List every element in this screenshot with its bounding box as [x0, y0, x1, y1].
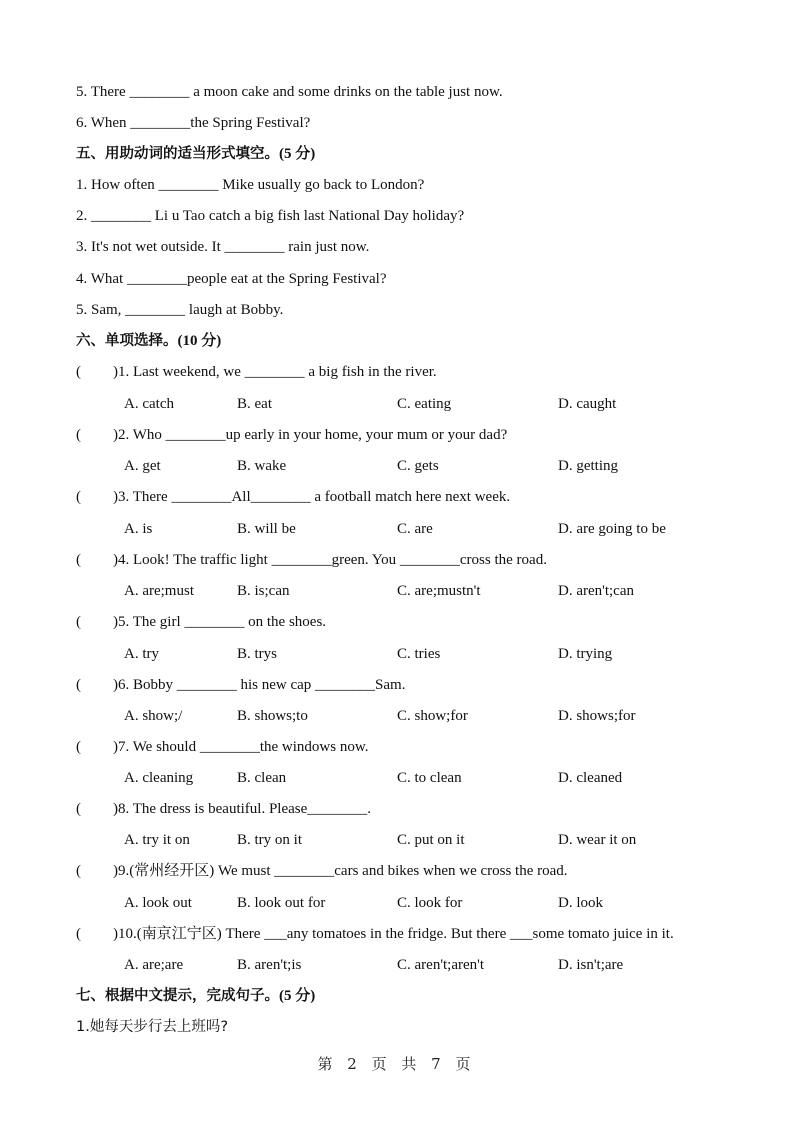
question-text: )8. The dress is beautiful. Please________.	[113, 801, 372, 817]
option-d: D. look	[558, 895, 603, 911]
section-points: (5 分)	[279, 146, 316, 162]
question-line: 1. How often ________ Mike usually go back to London?	[76, 177, 425, 193]
option-b: B. try on it	[237, 832, 303, 848]
question-text: )2. Who ________up early in your home, your mum or your dad?	[113, 427, 508, 443]
question-line: 5. Sam, ________ laugh at Bobby.	[76, 302, 284, 318]
option-c: C. show;for	[397, 708, 468, 724]
option-b: B. wake	[237, 458, 287, 474]
option-d: D. shows;for	[558, 708, 636, 724]
option-a: A. is	[124, 521, 153, 537]
question-text: )5. The girl ________ on the shoes.	[113, 614, 327, 630]
section-title: 六、单项选择。	[76, 333, 178, 349]
question-line: 4. What ________people eat at the Spring Festival?	[76, 271, 387, 287]
answer-bracket[interactable]: (	[76, 926, 81, 942]
answer-bracket[interactable]: (	[76, 489, 81, 505]
question-text: )9.(常州经开区) We must ________cars and bikes when we cross the road.	[113, 863, 568, 879]
section-heading	[76, 143, 315, 165]
option-a: A. cleaning	[124, 770, 194, 786]
section-title: 五、用助动词的适当形式填空。	[76, 146, 279, 162]
option-d: D. aren't;can	[558, 583, 634, 599]
answer-bracket[interactable]: (	[76, 427, 81, 443]
question-line: 2. ________ Li u Tao catch a big fish last National Day holiday?	[76, 208, 465, 224]
question-line: 1.她每天步行去上班吗?	[76, 1019, 229, 1035]
question-text: )1. Last weekend, we ________ a big fish in the river.	[113, 364, 437, 380]
question-text: )7. We should ________the windows now.	[113, 739, 369, 755]
option-c: C. look for	[397, 895, 463, 911]
option-b: B. trys	[237, 646, 278, 662]
option-c: C. tries	[397, 646, 441, 662]
section-heading	[76, 985, 315, 1007]
option-b: B. aren't;is	[237, 957, 302, 973]
option-c: C. aren't;aren't	[397, 957, 485, 973]
option-c: C. put on it	[397, 832, 465, 848]
page-number: 第 2 页 共 7 页	[317, 1055, 476, 1073]
option-c: C. gets	[397, 458, 439, 474]
option-a: A. catch	[124, 396, 174, 412]
answer-bracket[interactable]: (	[76, 863, 81, 879]
option-d: D. isn't;are	[558, 957, 624, 973]
option-b: B. eat	[237, 396, 272, 412]
option-a: A. try it on	[124, 832, 190, 848]
question-text: )6. Bobby ________ his new cap ________Sam.	[113, 677, 406, 693]
answer-bracket[interactable]: (	[76, 739, 81, 755]
question-text: )3. There ________All________ a football match here next week.	[113, 489, 511, 505]
question-line: 3. It's not wet outside. It ________ rain just now.	[76, 239, 370, 255]
option-a: A. are;must	[124, 583, 194, 599]
answer-bracket[interactable]: (	[76, 801, 81, 817]
option-d: D. are going to be	[558, 521, 666, 537]
option-b: B. look out for	[237, 895, 326, 911]
section-points: (10 分)	[177, 333, 222, 349]
option-a: A. get	[124, 458, 161, 474]
option-d: D. caught	[558, 396, 617, 412]
section-points: (5 分)	[279, 988, 316, 1004]
option-c: C. are;mustn't	[397, 583, 481, 599]
question-text: )4. Look! The traffic light ________green. You ________cross the road.	[113, 552, 547, 568]
question-line: 5. There ________ a moon cake and some drinks on the table just now.	[76, 84, 503, 100]
question-line: 6. When ________the Spring Festival?	[76, 115, 311, 131]
option-a: A. look out	[124, 895, 192, 911]
section-title: 七、根据中文提示，完成句子。	[76, 988, 279, 1004]
answer-bracket[interactable]: (	[76, 614, 81, 630]
option-c: C. eating	[397, 396, 452, 412]
option-a: A. try	[124, 646, 159, 662]
option-d: D. wear it on	[558, 832, 637, 848]
section-heading	[76, 330, 221, 352]
option-b: B. is;can	[237, 583, 290, 599]
option-b: B. will be	[237, 521, 296, 537]
question-text: )10.(南京江宁区) There ___any tomatoes in the fridge. But there ___some tomato juice in it.	[113, 926, 674, 942]
answer-bracket[interactable]: (	[76, 677, 81, 693]
option-b: B. shows;to	[237, 708, 308, 724]
option-a: A. are;are	[124, 957, 184, 973]
answer-bracket[interactable]: (	[76, 552, 81, 568]
option-a: A. show;/	[124, 708, 183, 724]
option-c: C. are	[397, 521, 433, 537]
option-d: D. cleaned	[558, 770, 623, 786]
option-b: B. clean	[237, 770, 287, 786]
option-d: D. getting	[558, 458, 618, 474]
answer-bracket[interactable]: (	[76, 364, 81, 380]
option-d: D. trying	[558, 646, 613, 662]
option-c: C. to clean	[397, 770, 462, 786]
